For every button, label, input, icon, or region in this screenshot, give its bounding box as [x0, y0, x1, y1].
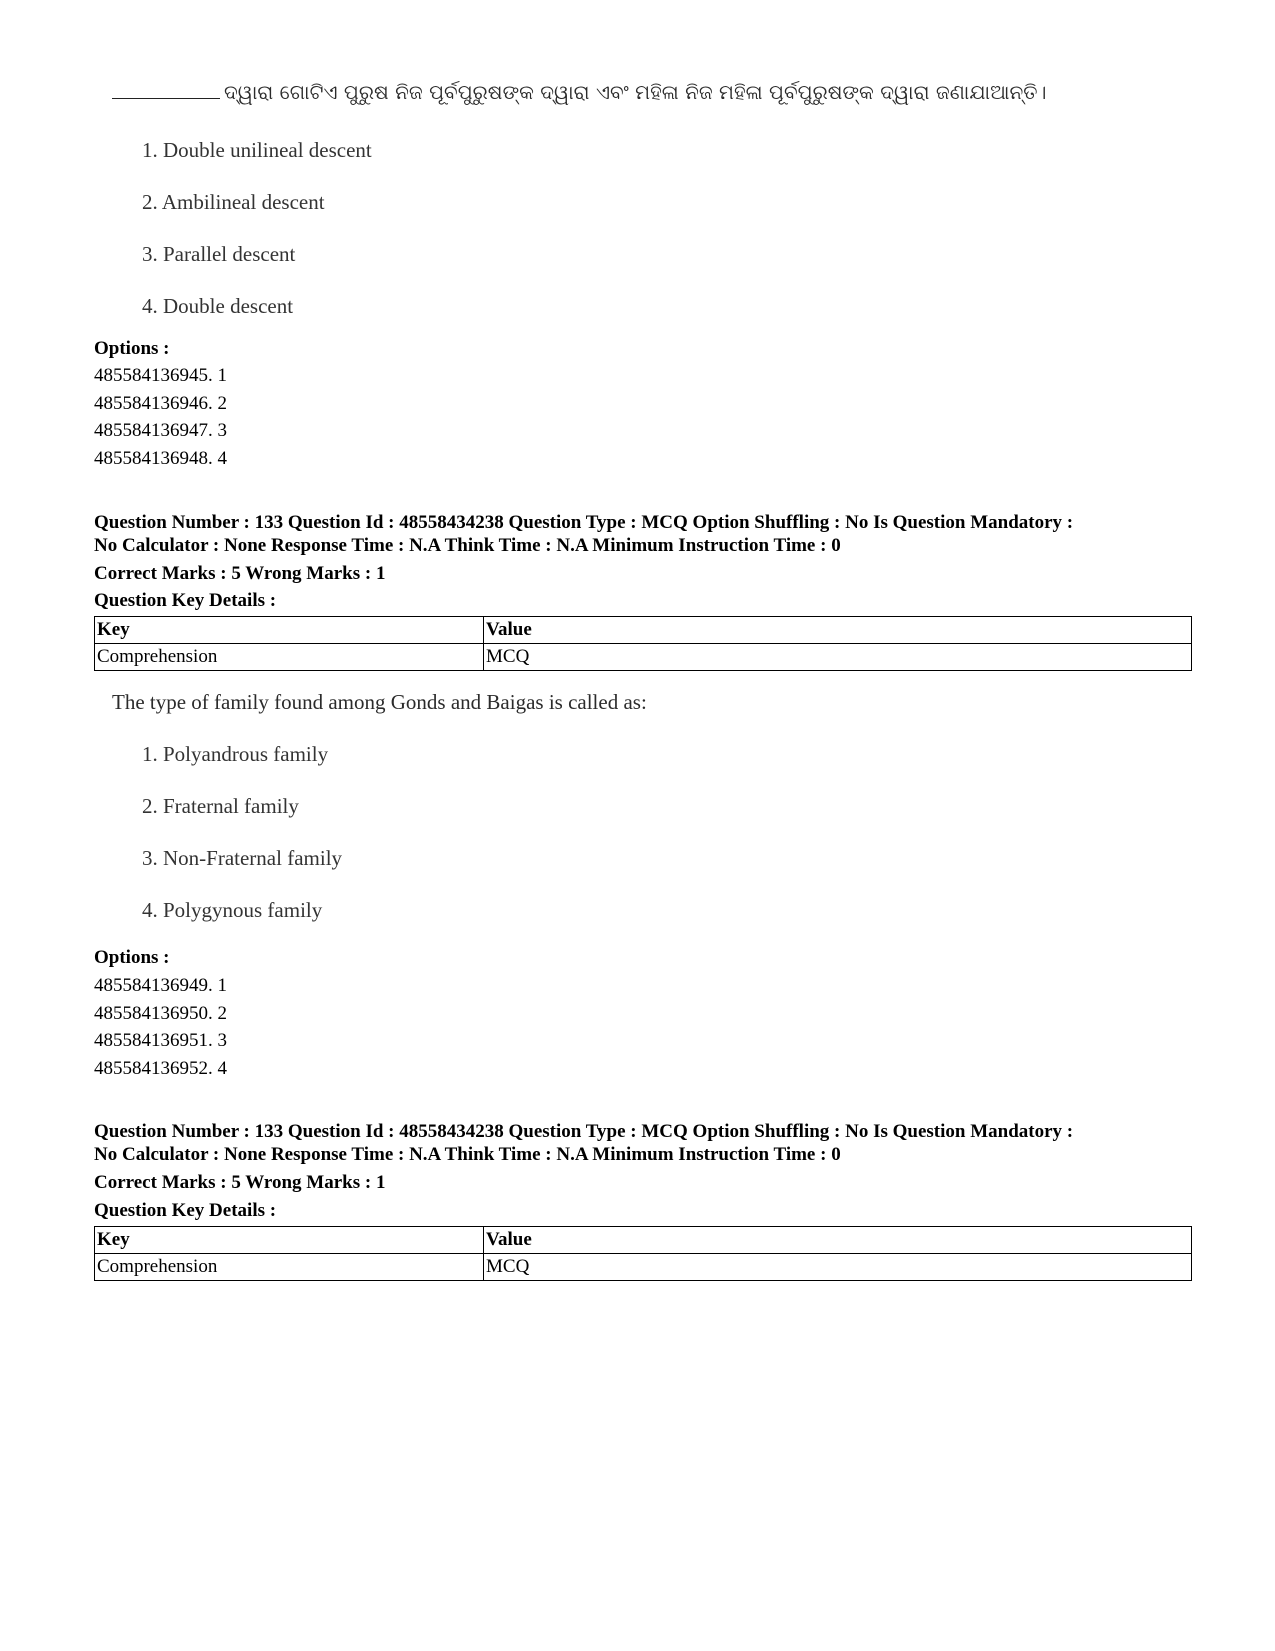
table-header-value: Value	[484, 617, 1192, 644]
fill-in-blank	[112, 84, 220, 99]
question-marks: Correct Marks : 5 Wrong Marks : 1	[94, 1172, 386, 1193]
choice-4: 4. Polygynous family	[142, 898, 323, 922]
question-stem-text: ଦ୍ୱାରା ଗୋଟିଏ ପୁରୁଷ ନିଜ ପୂର୍ବପୁରୁଷଙ୍କ ଦ୍ୱାରା ଏବଂ ମହିଳା ନିଜ ମହିଳା ପୂର୍ବପୁରୁଷଙ୍କ ଦ୍ୱାରା ଜଣାଯାଆନ୍ତି।	[224, 80, 1047, 104]
option-id-4: 485584136948. 4	[94, 448, 227, 469]
question-meta-line-2: No Calculator : None Response Time : N.A Think Time : N.A Minimum Instruction Time : 0	[94, 1144, 841, 1165]
options-title: Options :	[94, 338, 170, 359]
question-key-details-title: Question Key Details :	[94, 1200, 277, 1221]
question-meta-line-1: Question Number : 133 Question Id : 48558434238 Question Type : MCQ Option Shuffling : No Is Question Mandatory :	[94, 512, 1074, 533]
question-stem	[112, 80, 1047, 104]
table-header-row	[95, 1227, 1192, 1254]
table-header-key: Key	[95, 1227, 484, 1254]
choice-2: 2. Fraternal family	[142, 794, 299, 818]
table-cell-key: Comprehension	[95, 1254, 484, 1281]
choice-3: 3. Parallel descent	[142, 242, 296, 266]
option-id-1: 485584136945. 1	[94, 365, 227, 386]
table-cell-key: Comprehension	[95, 644, 484, 671]
option-id-3: 485584136947. 3	[94, 420, 227, 441]
table-row	[95, 644, 1192, 671]
question-key-table	[94, 1226, 1192, 1281]
choice-4: 4. Double descent	[142, 294, 294, 318]
question-key-table	[94, 616, 1192, 671]
options-title: Options :	[94, 947, 170, 968]
table-cell-value: MCQ	[484, 644, 1192, 671]
table-header-value: Value	[484, 1227, 1192, 1254]
table-header-key: Key	[95, 617, 484, 644]
choice-2: 2. Ambilineal descent	[142, 190, 325, 214]
question-stem: The type of family found among Gonds and Baigas is called as:	[112, 690, 647, 714]
option-id-3: 485584136951. 3	[94, 1030, 227, 1051]
option-id-2: 485584136946. 2	[94, 393, 227, 414]
option-id-4: 485584136952. 4	[94, 1058, 227, 1079]
option-id-1: 485584136949. 1	[94, 975, 227, 996]
table-row	[95, 1254, 1192, 1281]
question-key-details-title: Question Key Details :	[94, 590, 277, 611]
question-meta-line-2: No Calculator : None Response Time : N.A Think Time : N.A Minimum Instruction Time : 0	[94, 535, 841, 556]
question-meta-line-1: Question Number : 133 Question Id : 48558434238 Question Type : MCQ Option Shuffling : No Is Question Mandatory :	[94, 1121, 1074, 1142]
choice-1: 1. Polyandrous family	[142, 742, 329, 766]
option-id-2: 485584136950. 2	[94, 1003, 227, 1024]
question-marks: Correct Marks : 5 Wrong Marks : 1	[94, 563, 386, 584]
table-cell-value: MCQ	[484, 1254, 1192, 1281]
table-header-row	[95, 617, 1192, 644]
choice-3: 3. Non-Fraternal family	[142, 846, 343, 870]
choice-1: 1. Double unilineal descent	[142, 138, 372, 162]
